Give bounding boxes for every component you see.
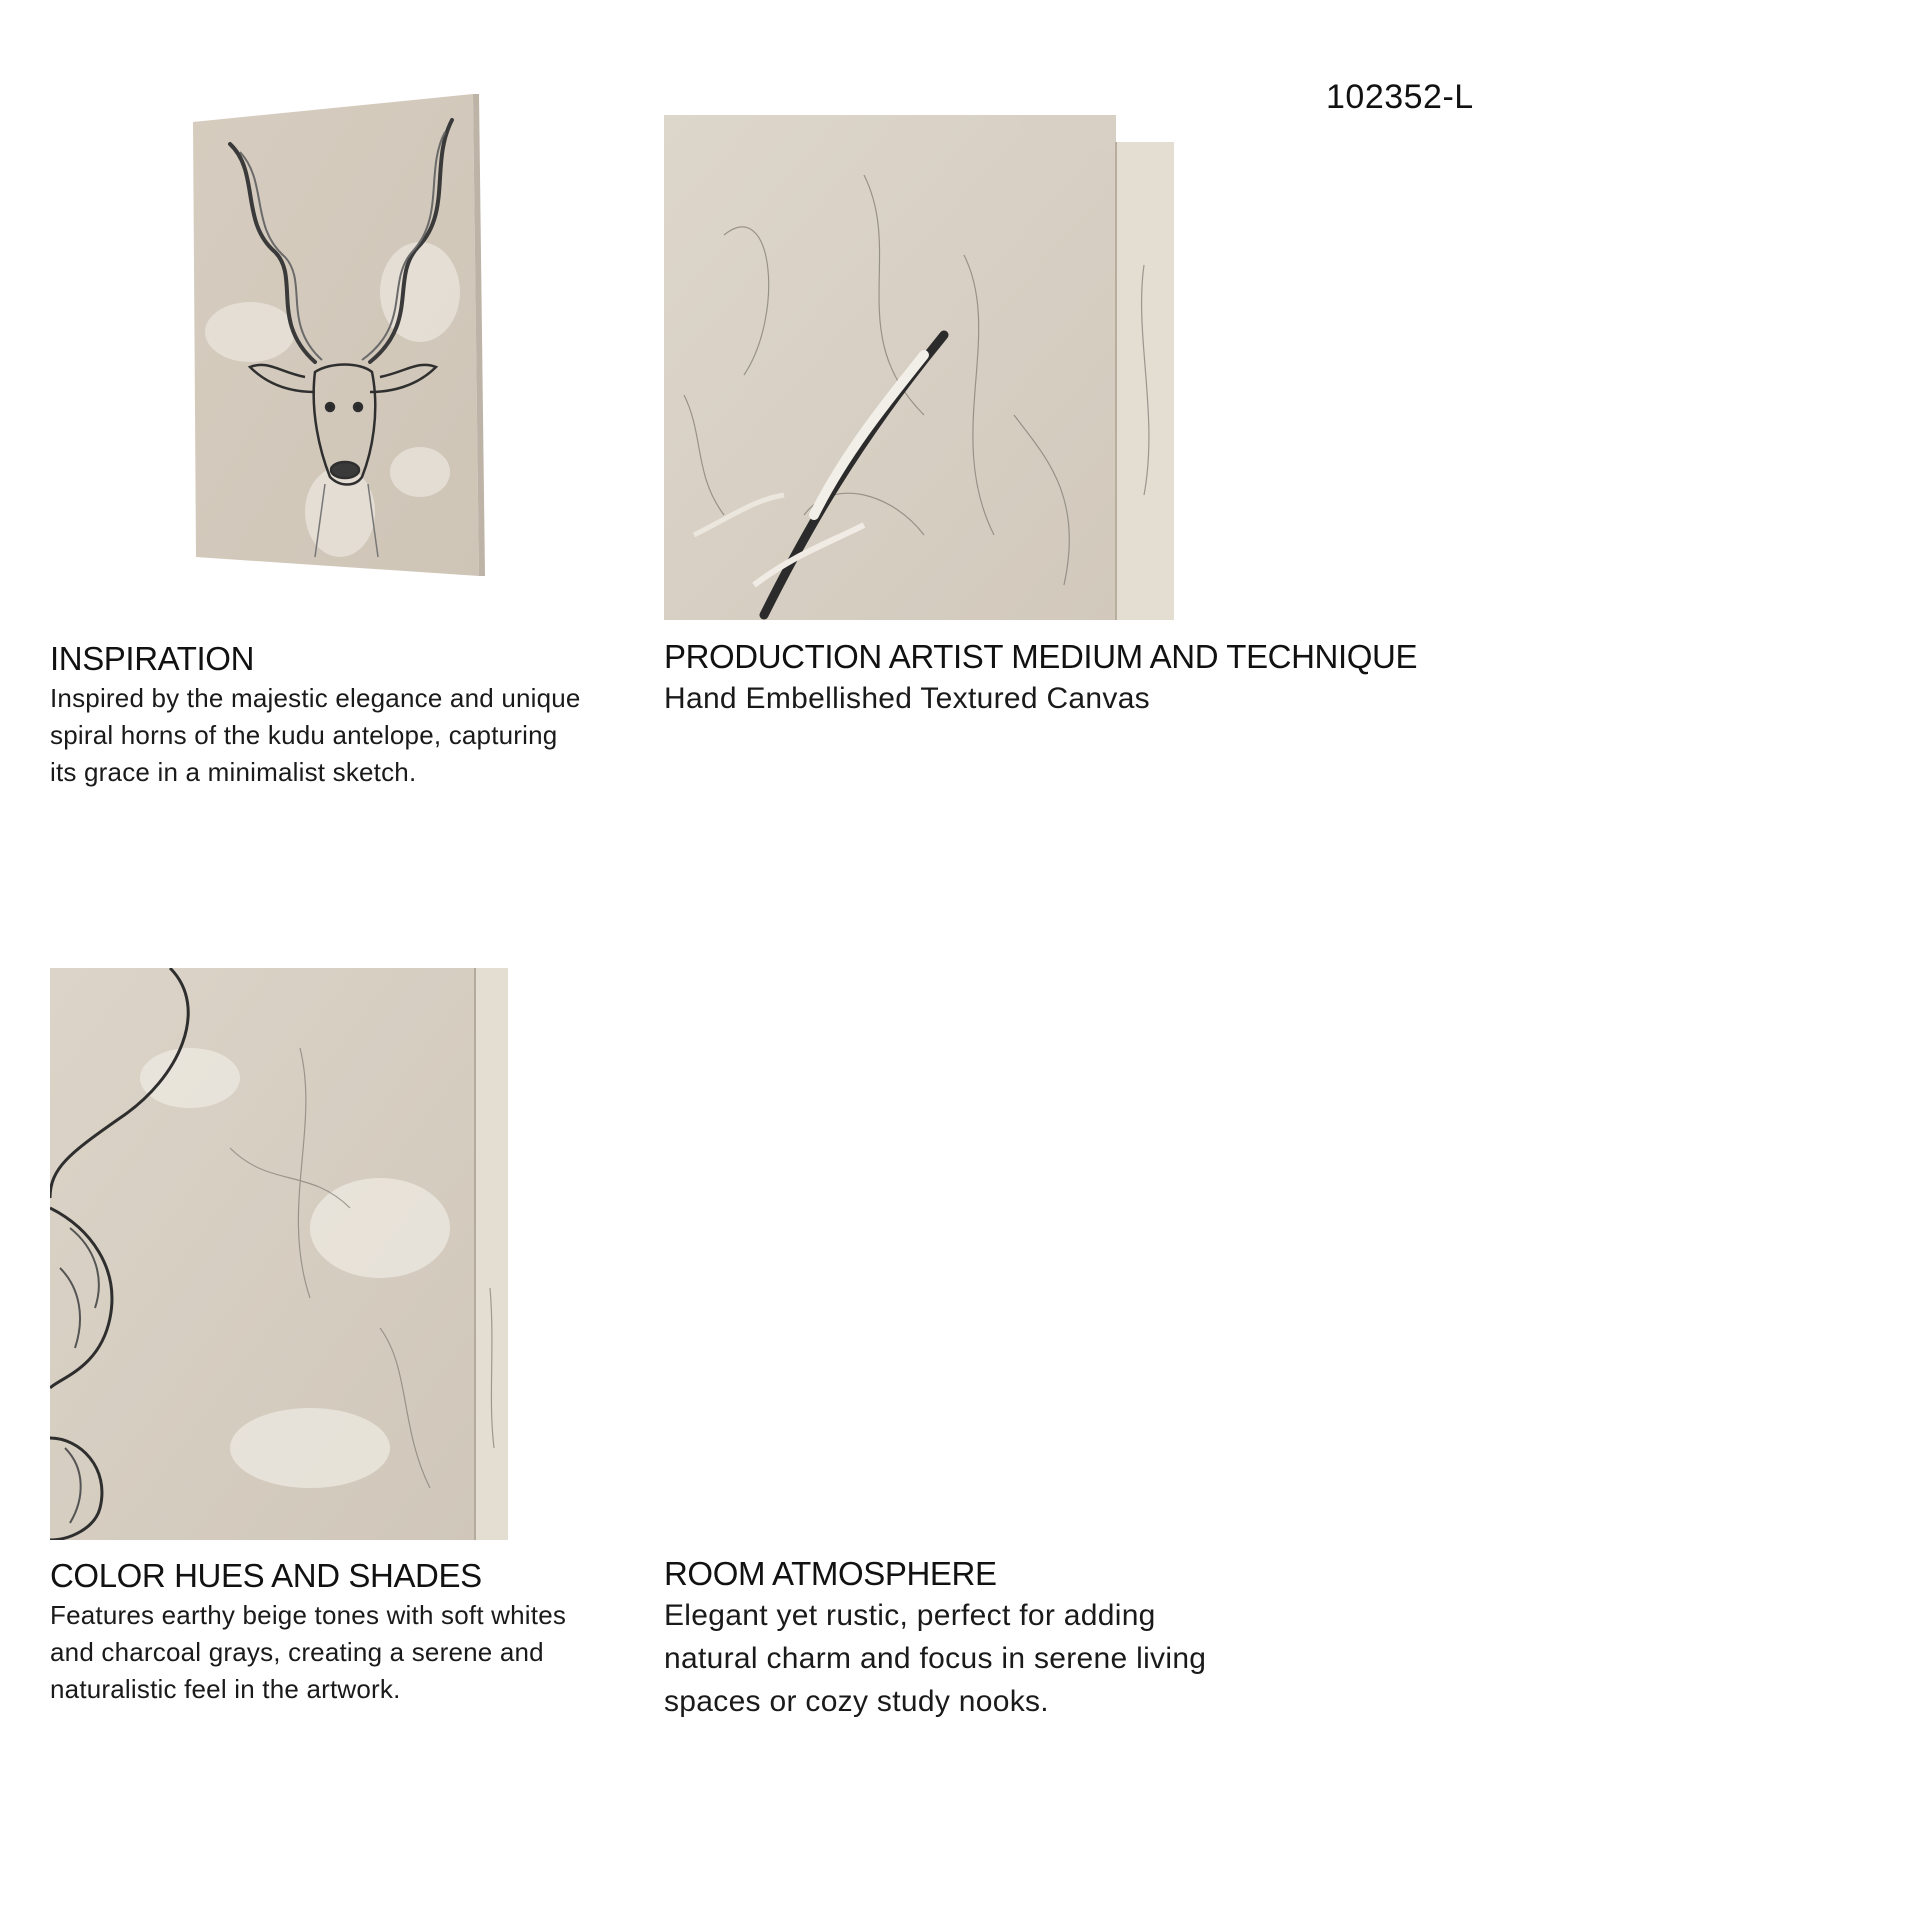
room-heading: ROOM ATMOSPHERE <box>664 1555 997 1592</box>
canvas-front-image <box>190 92 490 577</box>
inspiration-text <box>50 680 650 791</box>
color-line: and charcoal grays, creating a serene and <box>50 1637 544 1667</box>
room-line: Elegant yet rustic, perfect for adding <box>664 1599 1156 1632</box>
production-heading: PRODUCTION ARTIST MEDIUM AND TECHNIQUE <box>664 638 1418 675</box>
room-line: natural charm and focus in serene living <box>664 1642 1207 1675</box>
canvas-side-image <box>50 968 508 1540</box>
production-line: Hand Embellished Textured Canvas <box>664 682 1150 715</box>
color-text <box>50 1597 650 1708</box>
color-heading: COLOR HUES AND SHADES <box>50 1557 482 1594</box>
inspiration-line: spiral horns of the kudu antelope, capturing <box>50 720 558 750</box>
production-text <box>664 677 1564 720</box>
product-sku: 102352-L <box>1326 78 1474 116</box>
inspiration-line: Inspired by the majestic elegance and unique <box>50 683 581 713</box>
room-line: spaces or cozy study nooks. <box>664 1685 1049 1718</box>
color-line: Features earthy beige tones with soft whites <box>50 1600 567 1630</box>
inspiration-line: its grace in a minimalist sketch. <box>50 757 417 787</box>
room-text <box>664 1594 1364 1723</box>
canvas-corner-image <box>664 115 1184 620</box>
inspiration-heading: INSPIRATION <box>50 640 255 677</box>
color-line: naturalistic feel in the artwork. <box>50 1674 401 1704</box>
